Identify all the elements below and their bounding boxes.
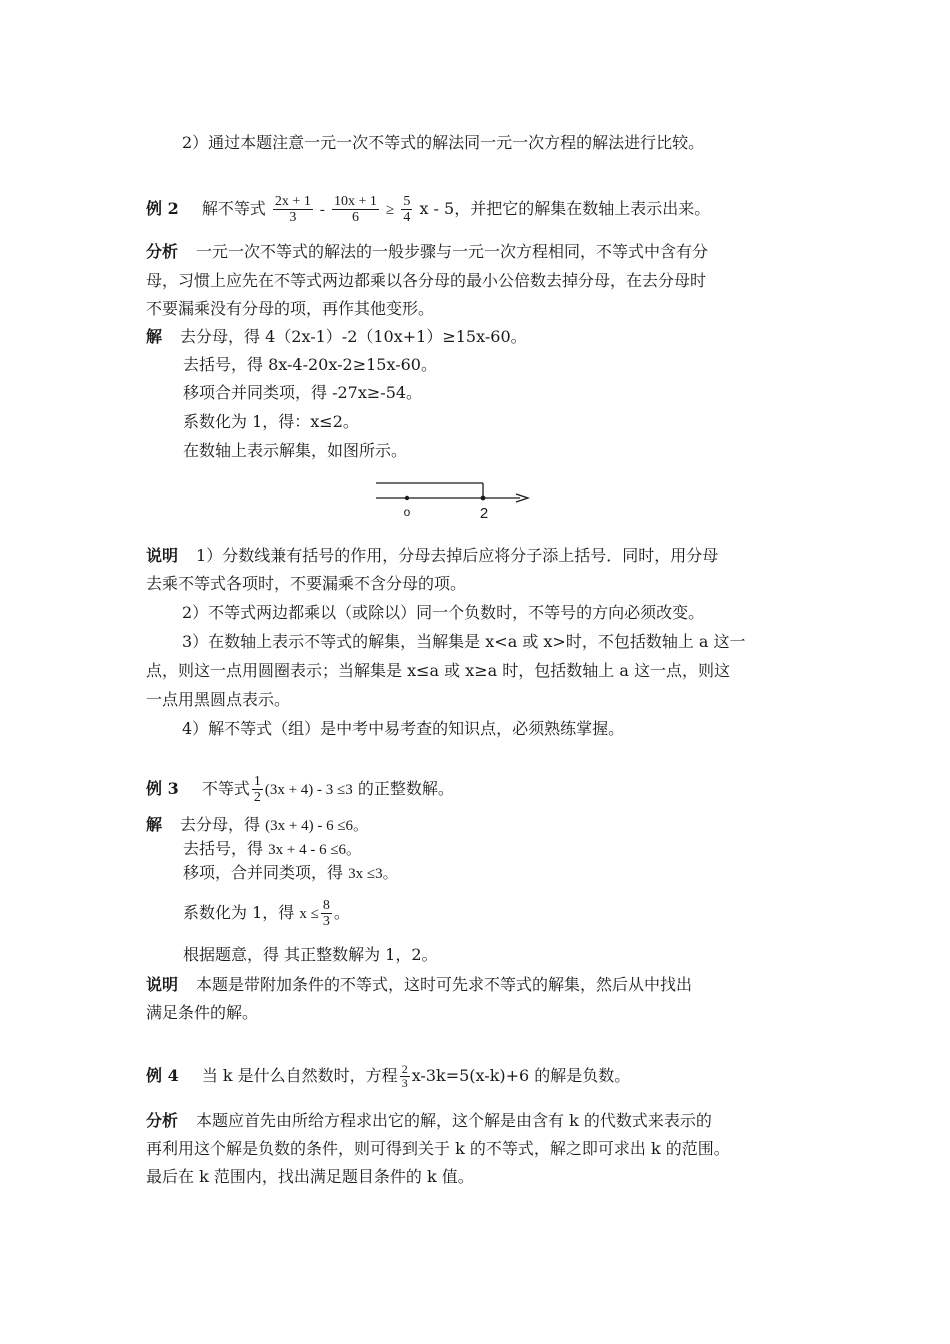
example-2-solution-step-4: 系数化为 1，得：x≤2。 bbox=[183, 412, 359, 431]
example-2-note-3b: 点，则这一点用圆圈表示；当解集是 x≤a 或 x≥a 时，包括数轴上 a 这一点，则这 bbox=[146, 661, 730, 680]
example-2-solution-step-5: 在数轴上表示解集，如图所示。 bbox=[183, 441, 408, 460]
example-2-note-3a: 3）在数轴上表示不等式的解集，当解集是 x<a 或 x>时，不包括数轴上 a 这一 bbox=[182, 632, 746, 651]
note-label: 说明 bbox=[146, 975, 179, 994]
fraction-10x-plus-1-over-6: $\frac{10x + 1}{6}$ bbox=[334, 194, 377, 225]
point-zero-dot bbox=[405, 496, 409, 500]
solution-label: 解 bbox=[146, 815, 163, 834]
example-2-note-1a: 说明 1）分数线兼有括号的作用，分母去掉后应将分子添上括号．同时，用分母 bbox=[146, 546, 719, 565]
number-line-diagram bbox=[370, 476, 540, 522]
fraction-1-over-2: $\frac{1}{2}$ bbox=[253, 774, 261, 805]
example-3-solution-step-2: 去括号，得 3x + 4 - 6 ≤6。 bbox=[183, 839, 362, 858]
example-2-note-4: 4）解不等式（组）是中考中易考查的知识点，必须熟练掌握。 bbox=[182, 719, 625, 738]
axis-label-two: 2 bbox=[479, 505, 489, 522]
example-2-solution-step-3: 移项合并同类项，得 -27x≥-54。 bbox=[183, 383, 423, 402]
example-2-note-3c: 一点用黑圆点表示。 bbox=[146, 690, 291, 709]
intro-line: 2）通过本题注意一元一次不等式的解法同一元一次方程的解法进行比较。 bbox=[182, 133, 705, 152]
example-2-analysis-line-2: 母，习惯上应先在不等式两边都乘以各分母的最小公倍数去掉分母，在去分母时 bbox=[146, 271, 707, 290]
axis-label-zero: o bbox=[403, 505, 411, 519]
example-2-prefix: 解不等式 bbox=[201, 199, 266, 218]
example-4-analysis-line-3: 最后在 k 范围内，找出满足题目条件的 k 值。 bbox=[146, 1167, 474, 1186]
note-label: 说明 bbox=[146, 546, 179, 565]
example-3-note-line-2: 满足条件的解。 bbox=[146, 1003, 259, 1022]
example-2-note-1b: 去乘不等式各项时，不要漏乘不含分母的项。 bbox=[146, 574, 467, 593]
analysis-label: 分析 bbox=[146, 242, 179, 261]
solution-label: 解 bbox=[146, 327, 163, 346]
example-3-label: 例 3 bbox=[146, 779, 179, 798]
example-3-note-line-1: 说明 本题是带附加条件的不等式，这时可先求不等式的解集，然后从中找出 bbox=[146, 975, 693, 994]
example-3-solution-step-5: 根据题意，得 其正整数解为 1，2。 bbox=[183, 945, 438, 964]
fraction-8-over-3: $\frac{8}{3}$ bbox=[322, 898, 330, 929]
fraction-2-over-3: $\frac{2}{3}$ bbox=[401, 1062, 408, 1090]
analysis-label: 分析 bbox=[146, 1111, 179, 1130]
fraction-2x-plus-1-over-3: $\frac{2x + 1}{3}$ bbox=[274, 194, 311, 225]
example-2-problem: 例 2 解不等式 $\frac{2x + 1}{3}$ - $\frac{10x + 1}{6}$ ≥ $\frac{5}{4}$ x - 5，并把它的解集在数轴上表示出来。 bbox=[146, 194, 711, 225]
example-2-tail: x - 5，并把它的解集在数轴上表示出来。 bbox=[419, 199, 711, 218]
example-4-problem: 例 4 当 k 是什么自然数时，方程 $\frac{2}{3}$ x-3k=5(x-k)+6 的解是负数。 bbox=[146, 1062, 631, 1090]
example-3-problem: 例 3 不等式 $\frac{1}{2}$ (3x + 4) - 3 ≤3 的正整数解。 bbox=[146, 774, 454, 805]
example-2-label: 例 2 bbox=[146, 199, 179, 218]
point-two-dot bbox=[481, 496, 486, 501]
fraction-5-over-4: $\frac{5}{4}$ bbox=[403, 194, 411, 225]
example-2-analysis-line-1: 分析 一元一次不等式的解法的一般步骤与一元一次方程相同，不等式中含有分 bbox=[146, 242, 709, 261]
example-3-solution-step-1: 解 去分母，得 (3x + 4) - 6 ≤6。 bbox=[146, 815, 369, 834]
example-3-solution-step-3: 移项，合并同类项，得 3x ≤3。 bbox=[183, 863, 398, 882]
example-4-label: 例 4 bbox=[146, 1066, 179, 1085]
example-2-analysis-line-3: 不要漏乘没有分母的项，再作其他变形。 bbox=[146, 299, 435, 318]
example-2-note-2: 2）不等式两边都乘以（或除以）同一个负数时，不等号的方向必须改变。 bbox=[182, 603, 705, 622]
example-4-analysis-line-1: 分析 本题应首先由所给方程求出它的解，这个解是由含有 k 的代数式来表示的 bbox=[146, 1111, 712, 1130]
example-2-solution-step-2: 去括号，得 8x-4-20x-2≥15x-60。 bbox=[183, 355, 437, 374]
example-4-analysis-line-2: 再利用这个解是负数的条件，则可得到关于 k 的不等式，解之即可求出 k 的范围。 bbox=[146, 1139, 730, 1158]
example-2-solution-step-1: 解 去分母，得 4（2x-1）-2（10x+1）≥15x-60。 bbox=[146, 327, 527, 346]
example-3-solution-step-4: 系数化为 1，得 x ≤ $\frac{8}{3}$ 。 bbox=[183, 898, 350, 929]
